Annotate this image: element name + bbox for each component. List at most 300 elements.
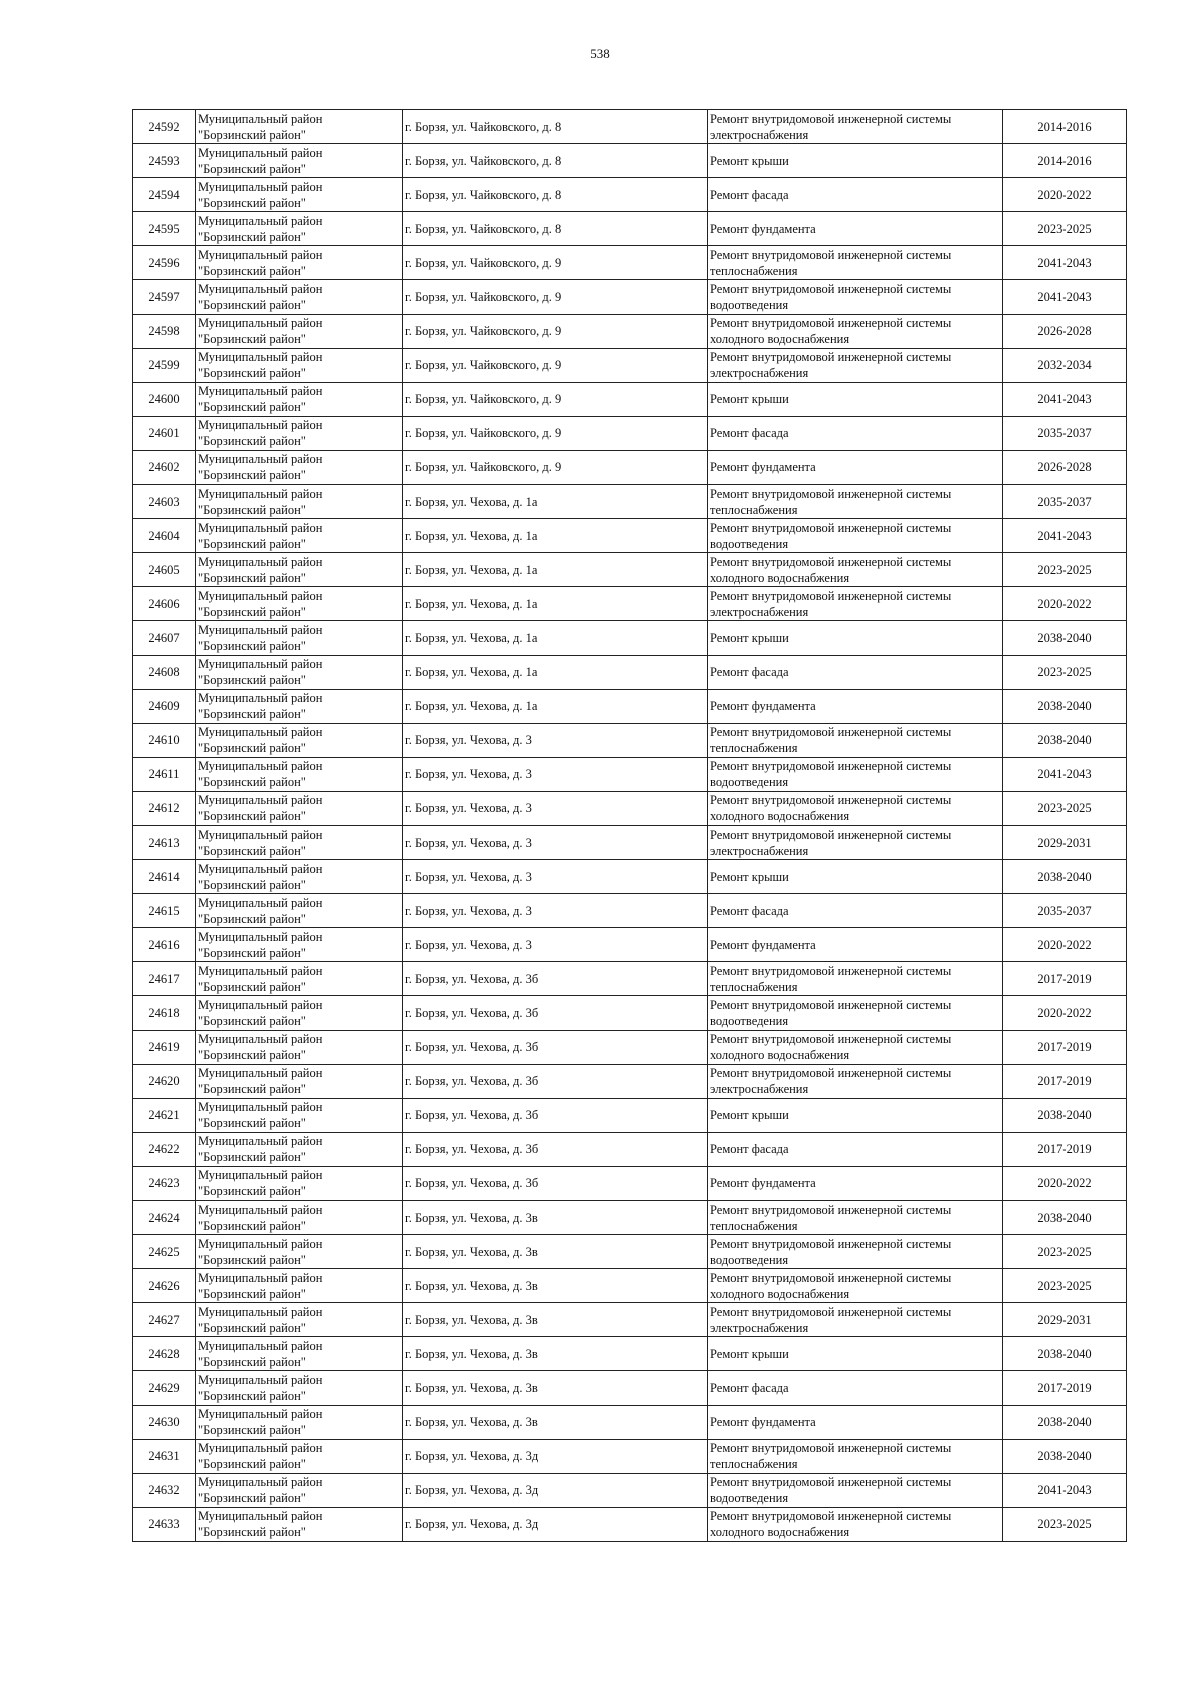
period: 2023-2025 <box>1037 1244 1092 1259</box>
period: 2038-2040 <box>1037 630 1092 645</box>
work-type-line-1: Ремонт внутридомовой инженерной системы <box>710 520 952 535</box>
period-cell <box>1003 348 1127 382</box>
municipality-line-1: Муниципальный район <box>198 1168 323 1183</box>
row-number-cell <box>133 382 196 416</box>
row-number-cell <box>133 1098 196 1132</box>
period: 2023-2025 <box>1037 1517 1092 1532</box>
address: г. Борзя, ул. Чехова, д. 3б <box>405 1176 539 1191</box>
period: 2032-2034 <box>1037 358 1092 373</box>
work-type-cell <box>708 1269 1003 1303</box>
municipality-line-1: Муниципальный район <box>198 1270 323 1285</box>
address-cell <box>403 1235 708 1269</box>
period-cell <box>1003 1030 1127 1064</box>
row-number: 24605 <box>148 562 180 577</box>
municipality-line-1: Муниципальный район <box>198 1441 323 1456</box>
period: 2026-2028 <box>1037 324 1092 339</box>
municipality-line-2: "Борзинский район" <box>198 775 306 790</box>
work-type-cell <box>708 1303 1003 1337</box>
municipality-line-2: "Борзинский район" <box>198 1389 306 1404</box>
work-type-line-1: Ремонт внутридомовой инженерной системы <box>710 1202 952 1217</box>
address: г. Борзя, ул. Чехова, д. 3 <box>405 801 532 816</box>
row-number: 24603 <box>148 494 180 509</box>
row-number-cell <box>133 757 196 791</box>
address: г. Борзя, ул. Чайковского, д. 8 <box>405 187 562 202</box>
address: г. Борзя, ул. Чехова, д. 3в <box>405 1381 538 1396</box>
period: 2029-2031 <box>1037 1312 1092 1327</box>
municipality-line-1: Муниципальный район <box>198 1032 323 1047</box>
municipality-line-2: "Борзинский район" <box>198 332 306 347</box>
row-number-cell <box>133 1405 196 1439</box>
row-number: 24592 <box>148 119 180 134</box>
period: 2038-2040 <box>1037 1108 1092 1123</box>
municipality-line-2: "Борзинский район" <box>198 1048 306 1063</box>
address-cell <box>403 757 708 791</box>
period: 2023-2025 <box>1037 221 1092 236</box>
municipality-cell <box>196 314 403 348</box>
row-number: 24601 <box>148 426 180 441</box>
municipality-cell <box>196 791 403 825</box>
row-number-cell <box>133 825 196 859</box>
row-number: 24628 <box>148 1346 180 1361</box>
address: г. Борзя, ул. Чехова, д. 3д <box>405 1449 539 1464</box>
row-number: 24599 <box>148 358 180 373</box>
table-row <box>133 212 1127 246</box>
work-type-cell <box>708 723 1003 757</box>
municipality-line-2: "Борзинский район" <box>198 161 306 176</box>
municipality-line-1: Муниципальный район <box>198 554 323 569</box>
municipality-line-2: "Борзинский район" <box>198 1252 306 1267</box>
work-type-line-2: электроснабжения <box>710 1320 809 1335</box>
period: 2020-2022 <box>1037 1176 1092 1191</box>
period: 2035-2037 <box>1037 903 1092 918</box>
table-row <box>133 1507 1127 1541</box>
address: г. Борзя, ул. Чехова, д. 3б <box>405 1040 539 1055</box>
municipality-line-1: Муниципальный район <box>198 1304 323 1319</box>
municipality-cell <box>196 757 403 791</box>
address-cell <box>403 110 708 144</box>
row-number-cell <box>133 519 196 553</box>
municipality-line-2: "Борзинский район" <box>198 604 306 619</box>
municipality-line-1: Муниципальный район <box>198 520 323 535</box>
period: 2017-2019 <box>1037 1074 1092 1089</box>
period-cell <box>1003 382 1127 416</box>
work-type-line-1: Ремонт внутридомовой инженерной системы <box>710 554 952 569</box>
work-type-line-2: теплоснабжения <box>710 502 798 517</box>
table-row <box>133 587 1127 621</box>
address-cell <box>403 1269 708 1303</box>
work-type-cell <box>708 1337 1003 1371</box>
work-type-cell <box>708 519 1003 553</box>
municipality-line-2: "Борзинский район" <box>198 1082 306 1097</box>
period: 2020-2022 <box>1037 187 1092 202</box>
municipality-line-1: Муниципальный район <box>198 1066 323 1081</box>
row-number: 24611 <box>148 767 180 782</box>
period: 2017-2019 <box>1037 971 1092 986</box>
address: г. Борзя, ул. Чехова, д. 1а <box>405 562 538 577</box>
row-number-cell <box>133 1303 196 1337</box>
table-row <box>133 723 1127 757</box>
row-number: 24626 <box>148 1278 180 1293</box>
row-number: 24623 <box>148 1176 180 1191</box>
address-cell <box>403 1201 708 1235</box>
work-type-line-1: Ремонт фундамента <box>710 221 816 236</box>
period: 2041-2043 <box>1037 392 1092 407</box>
municipality-line-2: "Борзинский район" <box>198 1354 306 1369</box>
municipality-line-2: "Борзинский район" <box>198 298 306 313</box>
row-number-cell <box>133 689 196 723</box>
row-number-cell <box>133 996 196 1030</box>
municipality-cell <box>196 1371 403 1405</box>
address-cell <box>403 655 708 689</box>
municipality-cell <box>196 382 403 416</box>
address: г. Борзя, ул. Чайковского, д. 8 <box>405 221 562 236</box>
address-cell <box>403 416 708 450</box>
address-cell <box>403 212 708 246</box>
period: 2041-2043 <box>1037 767 1092 782</box>
address: г. Борзя, ул. Чехова, д. 3в <box>405 1244 538 1259</box>
address: г. Борзя, ул. Чехова, д. 3д <box>405 1483 539 1498</box>
period-cell <box>1003 280 1127 314</box>
work-type-line-1: Ремонт внутридомовой инженерной системы <box>710 1066 952 1081</box>
municipality-cell <box>196 1439 403 1473</box>
municipality-line-1: Муниципальный район <box>198 1202 323 1217</box>
period: 2035-2037 <box>1037 426 1092 441</box>
work-type-cell <box>708 553 1003 587</box>
period: 2020-2022 <box>1037 596 1092 611</box>
row-number-cell <box>133 1201 196 1235</box>
municipality-line-2: "Борзинский район" <box>198 1491 306 1506</box>
row-number-cell <box>133 110 196 144</box>
period-cell <box>1003 553 1127 587</box>
work-type-line-1: Ремонт крыши <box>710 1108 789 1123</box>
work-type-cell <box>708 689 1003 723</box>
municipality-cell <box>196 416 403 450</box>
municipality-cell <box>196 1030 403 1064</box>
period: 2020-2022 <box>1037 937 1092 952</box>
row-number: 24621 <box>148 1108 180 1123</box>
row-number-cell <box>133 1371 196 1405</box>
municipality-line-1: Муниципальный район <box>198 725 323 740</box>
work-type-line-2: электроснабжения <box>710 127 809 142</box>
table-row <box>133 1064 1127 1098</box>
address-cell <box>403 348 708 382</box>
row-number-cell <box>133 1269 196 1303</box>
municipality-line-2: "Борзинский район" <box>198 1218 306 1233</box>
table-row <box>133 1439 1127 1473</box>
address: г. Борзя, ул. Чайковского, д. 8 <box>405 119 562 134</box>
table-row <box>133 1030 1127 1064</box>
work-type-line-1: Ремонт внутридомовой инженерной системы <box>710 282 952 297</box>
table-row <box>133 621 1127 655</box>
municipality-line-1: Муниципальный район <box>198 1100 323 1115</box>
address-cell <box>403 450 708 484</box>
work-type-line-2: водоотведения <box>710 298 789 313</box>
period-cell <box>1003 1132 1127 1166</box>
period: 2023-2025 <box>1037 562 1092 577</box>
address-cell <box>403 962 708 996</box>
row-number-cell <box>133 655 196 689</box>
row-number-cell <box>133 621 196 655</box>
municipality-line-1: Муниципальный район <box>198 316 323 331</box>
municipality-line-2: "Борзинский район" <box>198 1457 306 1472</box>
row-number-cell <box>133 1235 196 1269</box>
address-cell <box>403 860 708 894</box>
address: г. Борзя, ул. Чехова, д. 3б <box>405 1005 539 1020</box>
work-type-cell <box>708 860 1003 894</box>
municipality-cell <box>196 519 403 553</box>
work-type-line-1: Ремонт внутридомовой инженерной системы <box>710 1509 952 1524</box>
municipality-line-2: "Борзинский район" <box>198 400 306 415</box>
row-number-cell <box>133 1166 196 1200</box>
address: г. Борзя, ул. Чехова, д. 3б <box>405 1074 539 1089</box>
period-cell <box>1003 621 1127 655</box>
period: 2041-2043 <box>1037 290 1092 305</box>
row-number: 24612 <box>148 801 180 816</box>
row-number-cell <box>133 450 196 484</box>
address: г. Борзя, ул. Чехова, д. 3б <box>405 1108 539 1123</box>
period-cell <box>1003 1064 1127 1098</box>
row-number-cell <box>133 860 196 894</box>
row-number: 24593 <box>148 153 180 168</box>
work-type-line-2: теплоснабжения <box>710 1218 798 1233</box>
municipality-cell <box>196 280 403 314</box>
period: 2026-2028 <box>1037 460 1092 475</box>
row-number: 24597 <box>148 290 180 305</box>
address-cell <box>403 1064 708 1098</box>
row-number-cell <box>133 1132 196 1166</box>
table-row <box>133 791 1127 825</box>
table-row <box>133 996 1127 1030</box>
period-cell <box>1003 1201 1127 1235</box>
work-type-line-1: Ремонт внутридомовой инженерной системы <box>710 793 952 808</box>
table-row <box>133 450 1127 484</box>
municipality-cell <box>196 348 403 382</box>
row-number: 24613 <box>148 835 180 850</box>
address: г. Борзя, ул. Чехова, д. 3 <box>405 903 532 918</box>
municipality-line-1: Муниципальный район <box>198 1134 323 1149</box>
table-row <box>133 1269 1127 1303</box>
row-number: 24604 <box>148 528 180 543</box>
municipality-cell <box>196 1405 403 1439</box>
municipality-line-2: "Борзинский район" <box>198 741 306 756</box>
row-number: 24630 <box>148 1415 180 1430</box>
table-row <box>133 1132 1127 1166</box>
period-cell <box>1003 519 1127 553</box>
table-row <box>133 894 1127 928</box>
row-number-cell <box>133 280 196 314</box>
address-cell <box>403 1439 708 1473</box>
row-number: 24610 <box>148 733 180 748</box>
work-type-line-1: Ремонт внутридомовой инженерной системы <box>710 588 952 603</box>
work-type-cell <box>708 178 1003 212</box>
municipality-line-2: "Борзинский район" <box>198 638 306 653</box>
period-cell <box>1003 996 1127 1030</box>
table-row <box>133 928 1127 962</box>
row-number-cell <box>133 212 196 246</box>
address-cell <box>403 1371 708 1405</box>
period: 2035-2037 <box>1037 494 1092 509</box>
address: г. Борзя, ул. Чехова, д. 1а <box>405 494 538 509</box>
municipality-line-1: Муниципальный район <box>198 418 323 433</box>
period: 2017-2019 <box>1037 1040 1092 1055</box>
address: г. Борзя, ул. Чехова, д. 1а <box>405 528 538 543</box>
address-cell <box>403 280 708 314</box>
table-row <box>133 382 1127 416</box>
municipality-cell <box>196 553 403 587</box>
period: 2038-2040 <box>1037 1210 1092 1225</box>
address: г. Борзя, ул. Чехова, д. 3 <box>405 869 532 884</box>
work-type-line-1: Ремонт фундамента <box>710 460 816 475</box>
municipality-cell <box>196 1132 403 1166</box>
table-row <box>133 1337 1127 1371</box>
address: г. Борзя, ул. Чехова, д. 1а <box>405 630 538 645</box>
municipality-line-2: "Борзинский район" <box>198 434 306 449</box>
municipality-line-2: "Борзинский район" <box>198 673 306 688</box>
municipality-cell <box>196 1337 403 1371</box>
municipality-cell <box>196 246 403 280</box>
address-cell <box>403 382 708 416</box>
work-type-line-1: Ремонт внутридомовой инженерной системы <box>710 316 952 331</box>
municipality-line-2: "Борзинский район" <box>198 1320 306 1335</box>
address-cell <box>403 144 708 178</box>
row-number: 24606 <box>148 596 180 611</box>
municipality-cell <box>196 587 403 621</box>
work-type-cell <box>708 416 1003 450</box>
period-cell <box>1003 928 1127 962</box>
row-number: 24596 <box>148 255 180 270</box>
period-cell <box>1003 1098 1127 1132</box>
work-type-cell <box>708 996 1003 1030</box>
row-number: 24594 <box>148 187 180 202</box>
period-cell <box>1003 1303 1127 1337</box>
work-type-line-2: холодного водоснабжения <box>710 809 850 824</box>
work-type-line-2: водоотведения <box>710 536 789 551</box>
period-cell <box>1003 212 1127 246</box>
table-row <box>133 962 1127 996</box>
row-number-cell <box>133 1064 196 1098</box>
municipality-line-1: Муниципальный район <box>198 588 323 603</box>
period-cell <box>1003 689 1127 723</box>
address: г. Борзя, ул. Чехова, д. 1а <box>405 665 538 680</box>
period-cell <box>1003 1166 1127 1200</box>
work-type-cell <box>708 1235 1003 1269</box>
table-row <box>133 860 1127 894</box>
period: 2014-2016 <box>1037 119 1092 134</box>
work-type-cell <box>708 450 1003 484</box>
row-number-cell <box>133 178 196 212</box>
table-row <box>133 655 1127 689</box>
row-number: 24619 <box>148 1040 180 1055</box>
address: г. Борзя, ул. Чехова, д. 3б <box>405 1142 539 1157</box>
row-number: 24595 <box>148 221 180 236</box>
period: 2014-2016 <box>1037 153 1092 168</box>
address: г. Борзя, ул. Чайковского, д. 9 <box>405 392 562 407</box>
municipality-cell <box>196 1269 403 1303</box>
period-cell <box>1003 587 1127 621</box>
work-type-line-1: Ремонт внутридомовой инженерной системы <box>710 1032 952 1047</box>
row-number: 24615 <box>148 903 180 918</box>
work-type-line-1: Ремонт внутридомовой инженерной системы <box>710 350 952 365</box>
municipality-line-2: "Борзинский район" <box>198 1286 306 1301</box>
work-type-line-1: Ремонт крыши <box>710 630 789 645</box>
address-cell <box>403 1405 708 1439</box>
municipality-line-2: "Борзинский район" <box>198 502 306 517</box>
municipality-line-2: "Борзинский район" <box>198 843 306 858</box>
municipality-line-1: Муниципальный район <box>198 963 323 978</box>
municipality-cell <box>196 1166 403 1200</box>
address-cell <box>403 723 708 757</box>
row-number-cell <box>133 314 196 348</box>
work-type-cell <box>708 928 1003 962</box>
row-number-cell <box>133 791 196 825</box>
work-type-cell <box>708 1030 1003 1064</box>
row-number: 24598 <box>148 324 180 339</box>
work-type-cell <box>708 1473 1003 1507</box>
municipality-cell <box>196 860 403 894</box>
address-cell <box>403 928 708 962</box>
table-row <box>133 1201 1127 1235</box>
work-type-line-1: Ремонт внутридомовой инженерной системы <box>710 997 952 1012</box>
municipality-line-2: "Борзинский район" <box>198 945 306 960</box>
address-cell <box>403 621 708 655</box>
row-number: 24618 <box>148 1005 180 1020</box>
period-cell <box>1003 110 1127 144</box>
work-type-cell <box>708 1201 1003 1235</box>
municipality-line-1: Муниципальный район <box>198 111 323 126</box>
municipality-line-1: Муниципальный район <box>198 1509 323 1524</box>
work-type-line-2: водоотведения <box>710 1252 789 1267</box>
address: г. Борзя, ул. Чехова, д. 1а <box>405 699 538 714</box>
address-cell <box>403 587 708 621</box>
work-type-line-2: теплоснабжения <box>710 979 798 994</box>
work-type-line-2: электроснабжения <box>710 1082 809 1097</box>
municipality-line-1: Муниципальный район <box>198 282 323 297</box>
work-type-cell <box>708 246 1003 280</box>
address: г. Борзя, ул. Чайковского, д. 9 <box>405 358 562 373</box>
work-type-line-1: Ремонт фундамента <box>710 1176 816 1191</box>
page-number: 538 <box>590 46 610 61</box>
address: г. Борзя, ул. Чехова, д. 3б <box>405 971 539 986</box>
address: г. Борзя, ул. Чехова, д. 3в <box>405 1312 538 1327</box>
municipality-line-1: Муниципальный район <box>198 213 323 228</box>
municipality-line-2: "Борзинский район" <box>198 1150 306 1165</box>
municipality-line-2: "Борзинский район" <box>198 468 306 483</box>
table-row <box>133 825 1127 859</box>
repair-schedule-table <box>132 109 1127 1542</box>
municipality-line-1: Муниципальный район <box>198 1475 323 1490</box>
row-number-cell <box>133 723 196 757</box>
row-number: 24624 <box>148 1210 180 1225</box>
work-type-line-2: водоотведения <box>710 1013 789 1028</box>
table-row <box>133 246 1127 280</box>
row-number-cell <box>133 1337 196 1371</box>
work-type-line-1: Ремонт внутридомовой инженерной системы <box>710 1441 952 1456</box>
address-cell <box>403 178 708 212</box>
table-row <box>133 1371 1127 1405</box>
row-number-cell <box>133 928 196 962</box>
municipality-line-2: "Борзинский район" <box>198 911 306 926</box>
address: г. Борзя, ул. Чехова, д. 3 <box>405 937 532 952</box>
municipality-cell <box>196 1098 403 1132</box>
work-type-cell <box>708 894 1003 928</box>
row-number: 24632 <box>148 1483 180 1498</box>
period-cell <box>1003 416 1127 450</box>
work-type-line-1: Ремонт фасада <box>710 426 789 441</box>
municipality-line-1: Муниципальный район <box>198 1338 323 1353</box>
address: г. Борзя, ул. Чехова, д. 3 <box>405 835 532 850</box>
address-cell <box>403 791 708 825</box>
table-row <box>133 1405 1127 1439</box>
